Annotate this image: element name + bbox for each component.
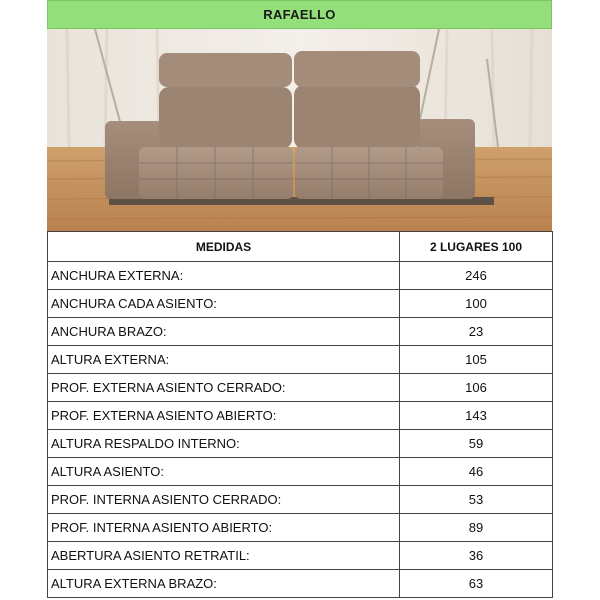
row-value: 53 xyxy=(400,486,553,514)
table-row xyxy=(48,486,553,514)
row-value: 246 xyxy=(400,262,553,290)
row-value: 59 xyxy=(400,430,553,458)
table-row xyxy=(48,458,553,486)
row-label: PROF. INTERNA ASIENTO CERRADO: xyxy=(48,486,400,514)
spec-sheet xyxy=(47,0,552,598)
row-value: 63 xyxy=(400,570,553,598)
row-label: ALTURA EXTERNA: xyxy=(48,346,400,374)
table-row xyxy=(48,262,553,290)
row-label: ANCHURA BRAZO: xyxy=(48,318,400,346)
row-value: 89 xyxy=(400,514,553,542)
table-row xyxy=(48,402,553,430)
product-title: RAFAELLO xyxy=(47,0,552,29)
row-value: 36 xyxy=(400,542,553,570)
row-label: ALTURA EXTERNA BRAZO: xyxy=(48,570,400,598)
sofa-photo xyxy=(47,29,552,231)
row-value: 46 xyxy=(400,458,553,486)
table-row xyxy=(48,514,553,542)
row-label: ALTURA ASIENTO: xyxy=(48,458,400,486)
table-row xyxy=(48,346,553,374)
row-value: 105 xyxy=(400,346,553,374)
row-label: ABERTURA ASIENTO RETRATIL: xyxy=(48,542,400,570)
table-row xyxy=(48,570,553,598)
table-row xyxy=(48,318,553,346)
row-label: PROF. INTERNA ASIENTO ABIERTO: xyxy=(48,514,400,542)
row-label: ALTURA RESPALDO INTERNO: xyxy=(48,430,400,458)
row-label: PROF. EXTERNA ASIENTO CERRADO: xyxy=(48,374,400,402)
row-value: 106 xyxy=(400,374,553,402)
row-label: PROF. EXTERNA ASIENTO ABIERTO: xyxy=(48,402,400,430)
table-header-row xyxy=(48,232,553,262)
table-row xyxy=(48,542,553,570)
row-value: 143 xyxy=(400,402,553,430)
header-measures: MEDIDAS xyxy=(48,232,400,262)
row-label: ANCHURA CADA ASIENTO: xyxy=(48,290,400,318)
header-size: 2 LUGARES 100 xyxy=(400,232,553,262)
row-label: ANCHURA EXTERNA: xyxy=(48,262,400,290)
table-row xyxy=(48,374,553,402)
table-row xyxy=(48,290,553,318)
measurements-table xyxy=(47,231,553,598)
table-row xyxy=(48,430,553,458)
row-value: 100 xyxy=(400,290,553,318)
row-value: 23 xyxy=(400,318,553,346)
